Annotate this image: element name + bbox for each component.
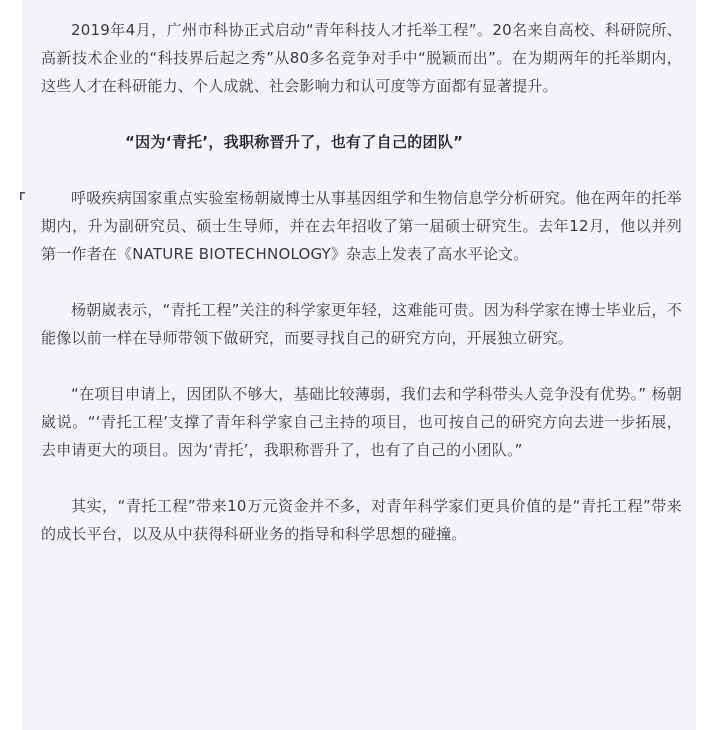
paragraph-intro: 2019年4月，广州市科协正式启动“青年科技人才托举工程”。20名来自高校、科研院所、高新技术企业的“科技界后起之秀”从80多名竞争对手中“脱颖而出”。在为期两年的托举期内，这些人才在科研能力、个人成就、社会影响力和认可度等方面都有显著提升。 bbox=[41, 21, 682, 95]
paragraph-researcher: 呼吸疾病国家重点实验室杨朝崴博士从事基因组学和生物信息学分析研究。他在两年的托举期内，升为副研究员、硕士生导师，并在去年招收了第一届硕士研究生。去年12月，他以并列第一作者在《NATURE BIOTECHNOLOGY》杂志上发表了高水平论文。 bbox=[41, 189, 682, 263]
quote-mark-icon bbox=[19, 191, 26, 201]
section-heading: “因为‘青托’，我职称晋升了，也有了自己的团队” bbox=[125, 133, 464, 151]
article-body bbox=[22, 0, 696, 730]
paragraph-statement: 杨朝崴表示，“青托工程”关注的科学家更年轻，这难能可贵。因为科学家在博士毕业后，不能像以前一样在导师带领下做研究，而要寻找自己的研究方向，开展独立研究。 bbox=[41, 301, 682, 347]
paragraph-quote: “在项目申请上，因团队不够大，基础比较薄弱，我们去和学科带头人竞争没有优势。” 杨朝崴说。“‘青托工程’支撑了青年科学家自己主持的项目，也可按自己的研究方向去进一步拓展，去申请更大的项目。因为‘青托’，我职称晋升了，也有了自己的小团队。” bbox=[41, 385, 682, 459]
paragraph-conclusion: 其实，“青托工程”带来10万元资金并不多，对青年科学家们更具价值的是“青托工程”带来的成长平台，以及从中获得科研业务的指导和科学思想的碰撞。 bbox=[41, 497, 682, 543]
